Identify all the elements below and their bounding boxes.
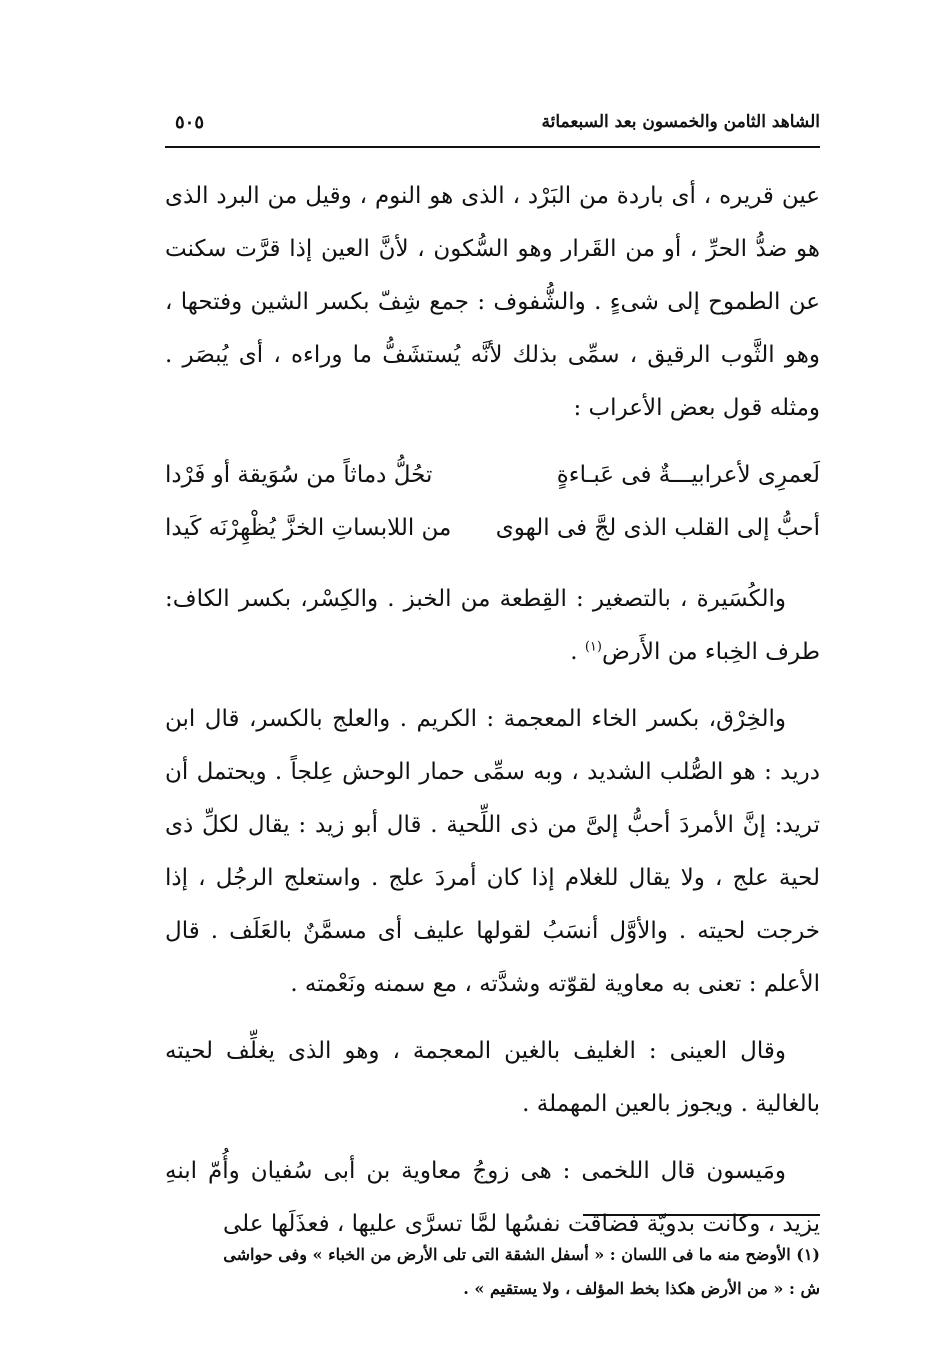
page-header [165, 112, 820, 142]
poem [165, 449, 820, 555]
paragraph: والخِرْق، بكسر الخاء المعجمة : الكريم . والعلج بالكسر، قال ابن دريد : هو الصُّلب الشديد ، وبه سمِّى حمار الوحش عِلجاً . ويحتمل أن تريد: إنَّ الأمردَ أحبُّ إلىَّ من ذى اللِّحية . قال أبو زيد : يقال لكلِّ ذى لحية علج ، ولا يقال للغلام إذا كان أمردَ علج . واستعلج الرجُل ، إذا خرجت لحيته . والأوَّل أنسَبُ لقولها عليف أى مسمَّنٌ بالعَلَف . قال الأعلم : تعنى به معاوية لقوّته وشدَّته ، مع سمنه ونَعْمته . [165, 706, 820, 997]
footnote-reference: (١) [584, 639, 602, 655]
verse-line [165, 449, 820, 502]
verse-line [165, 502, 820, 555]
paragraph [165, 573, 820, 679]
footnote-line: ش : « من الأرض هكذا بخط المؤلف ، ولا يستقيم » . [463, 1279, 820, 1298]
footnote-rule [583, 1214, 820, 1216]
paragraph: وقال العينى : الغليف بالغين المعجمة ، وهو الذى يغلِّف لحيته بالغالية . ويجوز بالعين المهملة . [165, 1038, 820, 1117]
second-hemistich: تحُلُّ دماثاً من سُوَيقة أو فَرْدا [165, 462, 433, 488]
page-number: ٥٠٥ [175, 112, 205, 133]
first-hemistich: لَعمرِى لأعرابيـــةٌ فى عَبـاءةٍ [556, 462, 820, 488]
second-hemistich: من اللابساتِ الخزَّ يُظْهِرْنَه كَيدا [165, 515, 452, 541]
main-text [165, 170, 820, 1251]
paragraph: عين قريره ، أى باردة من البَرْد ، الذى هو النوم ، وقيل من البرد الذى هو ضدُّ الحرِّ ، أو من القَرار وهو السُّكون ، لأنَّ العين إذا قرَّت سكنت عن الطموح إلى شىءٍ . والشُّفوف : جمع شِفّ بكسر الشين وفتحها ، وهو الثَّوب الرقيق ، سمِّى بذلك لأنَّه يُستشَفُّ ما وراءه ، أى يُبصَر . ومثله قول بعض الأعراب : [165, 183, 820, 421]
footnotes [165, 1238, 820, 1306]
first-hemistich: أحبُّ إلى القلب الذى لجَّ فى الهوى [495, 515, 820, 541]
running-title: الشاهد الثامن والخمسون بعد السبعمائة [541, 112, 820, 132]
paragraph: ومَيسون قال اللخمى : هى زوجُ معاوية بن أبى سُفيان وأُمّ ابنهِ يزيد ، وكانت بدويّة فضاقت نفسُها لمَّا تسرَّى عليها ، فعذَلَها على [165, 1158, 820, 1237]
header-rule [165, 146, 820, 148]
footnote-line: (١) الأوضح منه ما فى اللسان : « أسفل الشقة التى تلى الأرض من الخباء » وفى حواشى [223, 1245, 820, 1264]
paragraph-text: والكُسَيرة ، بالتصغير : القِطعة من الخبز . والكِسْر، بكسر الكاف: طرف الخِباء من الأَرض [165, 586, 820, 665]
paragraph-end: . [570, 639, 585, 665]
